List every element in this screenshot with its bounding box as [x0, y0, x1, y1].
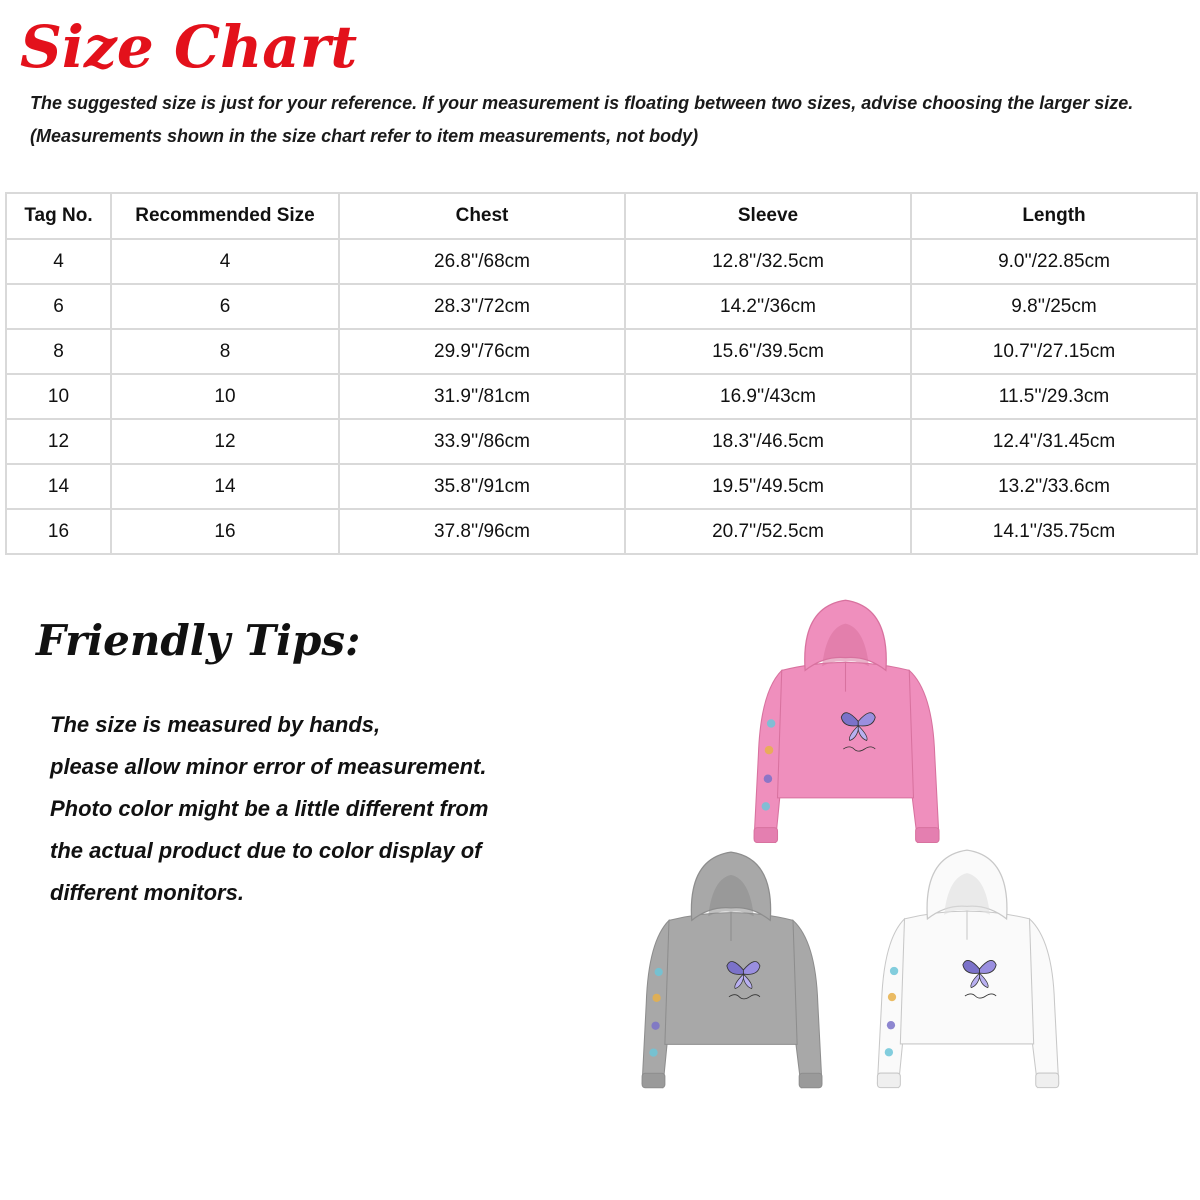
cell-recommended-size: 6 [111, 284, 339, 329]
table-header-row [6, 193, 1197, 239]
cell-sleeve: 18.3''/46.5cm [625, 419, 911, 464]
cell-tag: 10 [6, 374, 111, 419]
size-note: The suggested size is just for your reference. If your measurement is floating between two sizes, advise choosing the larger size. [30, 93, 1134, 113]
cell-sleeve: 15.6''/39.5cm [625, 329, 911, 374]
cell-sleeve: 14.2''/36cm [625, 284, 911, 329]
page-title: Size Chart [20, 13, 358, 81]
table-row [6, 464, 1197, 509]
gray-hoodie-image [626, 848, 836, 1096]
cell-sleeve: 12.8''/32.5cm [625, 239, 911, 284]
table-row [6, 284, 1197, 329]
cell-tag: 12 [6, 419, 111, 464]
table-row [6, 329, 1197, 374]
cell-chest: 26.8''/68cm [339, 239, 625, 284]
header-sleeve: Sleeve [625, 193, 911, 239]
cell-tag: 6 [6, 284, 111, 329]
cell-recommended-size: 10 [111, 374, 339, 419]
cell-length: 10.7''/27.15cm [911, 329, 1197, 374]
cell-length: 13.2''/33.6cm [911, 464, 1197, 509]
header-chest: Chest [339, 193, 625, 239]
friendly-tips-heading: Friendly Tips: [36, 616, 361, 665]
cell-tag: 8 [6, 329, 111, 374]
cell-recommended-size: 12 [111, 419, 339, 464]
tip-line: the actual product due to color display of [50, 838, 482, 863]
tip-line: The size is measured by hands, [50, 712, 381, 737]
header-tag-no: Tag No. [6, 193, 111, 239]
cell-length: 14.1''/35.75cm [911, 509, 1197, 554]
cell-length: 9.8''/25cm [911, 284, 1197, 329]
table-row [6, 374, 1197, 419]
tip-line: please allow minor error of measurement. [50, 754, 487, 779]
header-length: Length [911, 193, 1197, 239]
cell-tag: 14 [6, 464, 111, 509]
cell-chest: 31.9''/81cm [339, 374, 625, 419]
cell-length: 12.4''/31.45cm [911, 419, 1197, 464]
cell-chest: 35.8''/91cm [339, 464, 625, 509]
table-row [6, 509, 1197, 554]
friendly-tips-text [50, 704, 488, 914]
measurement-note: (Measurements shown in the size chart refer to item measurements, not body) [30, 126, 699, 146]
cell-tag: 16 [6, 509, 111, 554]
cell-chest: 28.3''/72cm [339, 284, 625, 329]
cell-length: 11.5''/29.3cm [911, 374, 1197, 419]
cell-sleeve: 20.7''/52.5cm [625, 509, 911, 554]
tip-line: Photo color might be a little different from [50, 796, 489, 821]
white-hoodie-image [862, 846, 1072, 1096]
pink-hoodie-image [738, 596, 953, 851]
header-recommended-size: Recommended Size [111, 193, 339, 239]
cell-recommended-size: 16 [111, 509, 339, 554]
cell-recommended-size: 4 [111, 239, 339, 284]
cell-sleeve: 16.9''/43cm [625, 374, 911, 419]
tip-line: different monitors. [50, 880, 244, 905]
cell-tag: 4 [6, 239, 111, 284]
size-chart-table [5, 192, 1198, 555]
cell-chest: 29.9''/76cm [339, 329, 625, 374]
cell-sleeve: 19.5''/49.5cm [625, 464, 911, 509]
table-row [6, 239, 1197, 284]
cell-chest: 37.8''/96cm [339, 509, 625, 554]
table-row [6, 419, 1197, 464]
cell-recommended-size: 14 [111, 464, 339, 509]
cell-chest: 33.9''/86cm [339, 419, 625, 464]
cell-recommended-size: 8 [111, 329, 339, 374]
cell-length: 9.0''/22.85cm [911, 239, 1197, 284]
